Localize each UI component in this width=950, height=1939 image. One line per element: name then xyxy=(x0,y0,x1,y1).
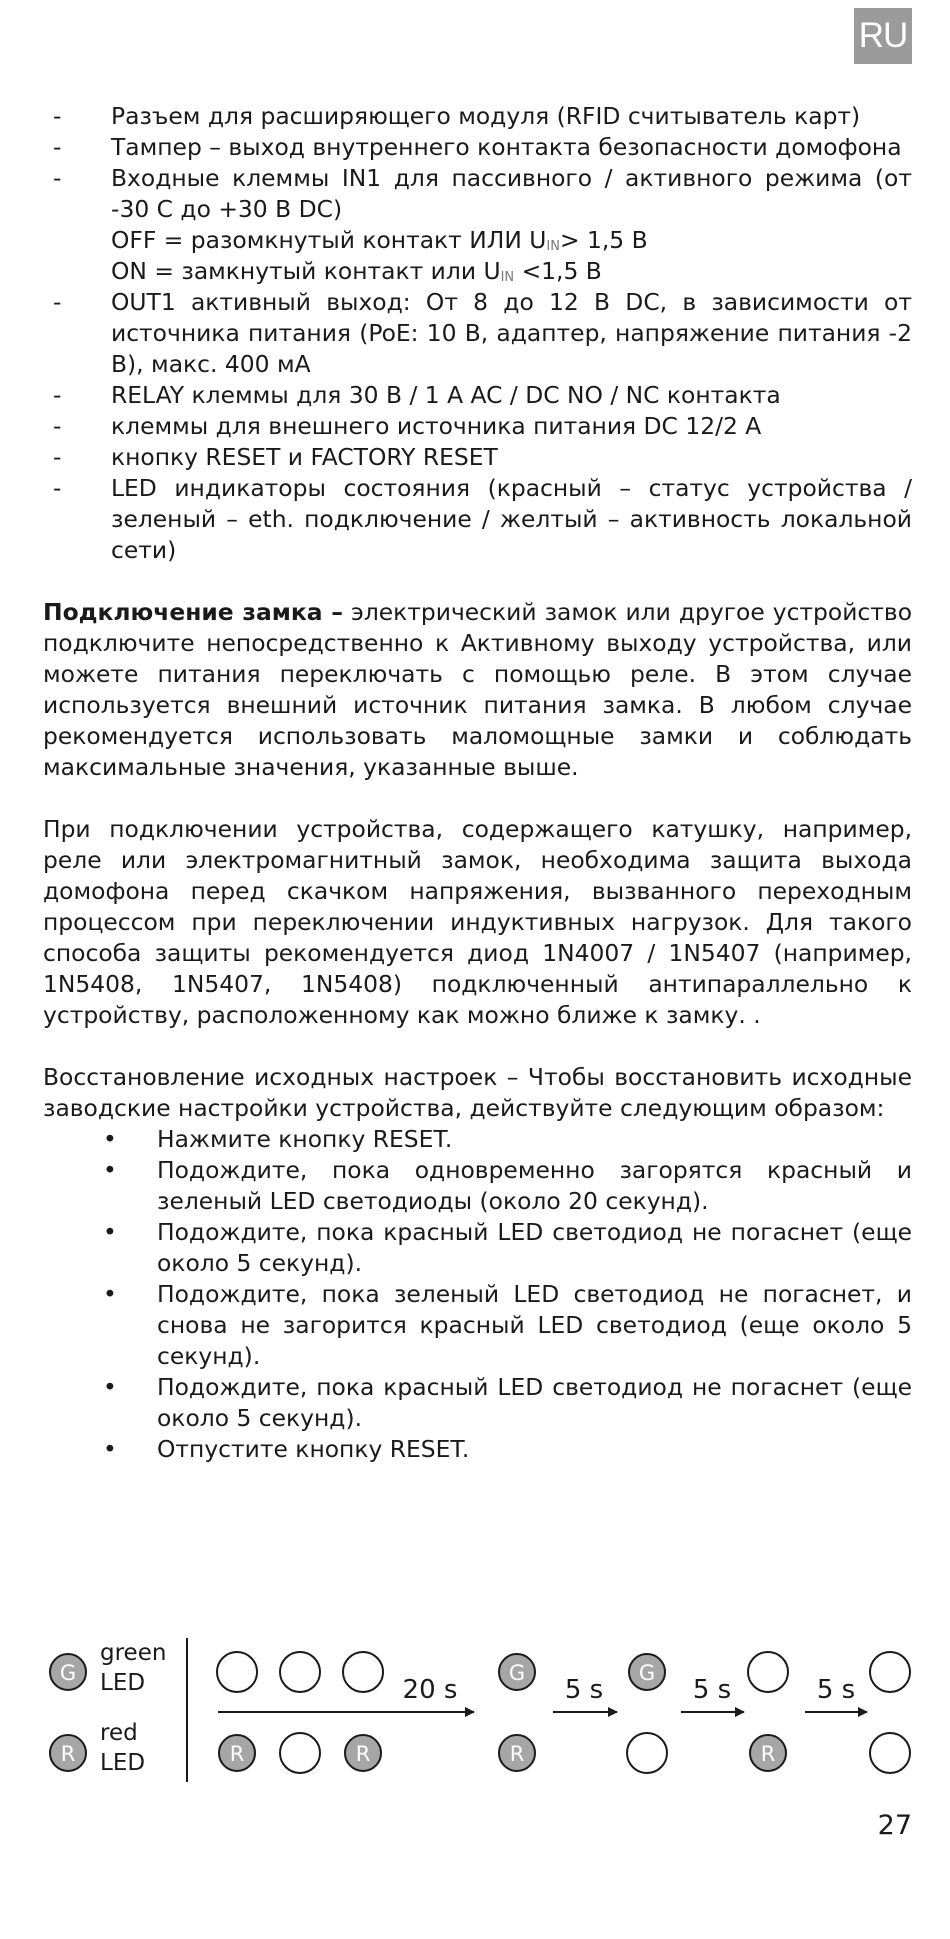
list-item: - RELAY клеммы для 30 В / 1 А AC / DC NO / NC контакта xyxy=(43,380,912,411)
restore-intro: Восстановление исходных настроек – Чтобы восстановить исходные заводские настройки устройства, действуйте следующим образом: xyxy=(43,1063,912,1122)
duration-label: 5 s xyxy=(816,1675,856,1705)
led-sequence-diagram xyxy=(0,1620,950,1800)
green-led-legend xyxy=(50,1640,166,1696)
feature-list xyxy=(43,101,912,566)
list-item: - Тампер – выход внутреннего контакта безопасности домофона xyxy=(43,132,912,163)
list-item: • Нажмите кнопку RESET. xyxy=(43,1124,912,1155)
page-number: 27 xyxy=(877,1810,912,1841)
green-label-line1: green xyxy=(100,1640,167,1666)
led-letter: R xyxy=(229,1742,245,1766)
led-letter: R xyxy=(60,1742,76,1766)
restore-steps xyxy=(43,1124,912,1465)
red-led-legend xyxy=(50,1720,145,1776)
list-item: - Разъем для расширяющего модуля (RFID считыватель карт) xyxy=(43,101,912,132)
duration-label: 5 s xyxy=(564,1675,604,1705)
protection-paragraph: При подключении устройства, содержащего катушку, например, реле или электромагнитный замок, необходима защита выхода домофона перед скачком напряжения, вызванного переходным процессом при переключении индуктивных нагрузок. Для такого способа защиты рекомендуется диод 1N4007 / 1N5407 (например, 1N5408, 1N5407, 1N5408) подключенный антипараллельно к устройству, расположенному как можно ближе к замку. . xyxy=(43,815,912,1029)
led-letter: R xyxy=(760,1742,776,1766)
list-item: • Подождите, пока красный LED светодиод не погаснет (еще около 5 секунд). xyxy=(43,1217,912,1279)
page-content xyxy=(43,101,912,1465)
list-item: - OUT1 активный выход: От 8 до 12 В DC, в зависимости от источника питания (PoE: 10 В, адаптер, напряжение питания -2 В), макс. 400 мА xyxy=(43,287,912,380)
led-letter: G xyxy=(638,1661,656,1685)
on-line: ON = замкнутый контакт или $U_{IN} <1,5$ В xyxy=(111,257,602,285)
duration-label: 20 s xyxy=(402,1675,458,1705)
red-label-line1: red xyxy=(100,1720,138,1746)
led-off-icon xyxy=(343,1652,383,1692)
list-item: • Подождите, пока одновременно загорятся красный и зеленый LED светодиоды (около 20 секунд). xyxy=(43,1155,912,1217)
off-line: OFF = разомкнутый контакт ИЛИ $U_{IN}> 1,5$ В xyxy=(111,226,648,254)
led-off-icon xyxy=(870,1652,910,1692)
led-off-icon xyxy=(870,1733,910,1773)
red-label-line2: LED xyxy=(100,1750,146,1776)
led-letter: R xyxy=(355,1742,371,1766)
led-off-icon xyxy=(217,1652,257,1692)
led-off-icon xyxy=(748,1652,788,1692)
language-badge: RU xyxy=(854,8,912,64)
list-item: - LED индикаторы состояния (красный – статус устройства / зеленый – eth. подключение / желтый – активность локальной сети) xyxy=(43,473,912,566)
list-item: • Подождите, пока зеленый LED светодиод не погаснет, и снова не загорится красный LED светодиод (еще около 5 секунд). xyxy=(43,1279,912,1372)
led-off-icon xyxy=(280,1652,320,1692)
list-item: - кнопку RESET и FACTORY RESET xyxy=(43,442,912,473)
led-letter: G xyxy=(508,1661,526,1685)
led-letter: G xyxy=(59,1661,77,1685)
lock-connection-paragraph: Подключение замка – электрический замок или другое устройство подключите непосредственно к Активному выходу устройства, или можете питания переключать с помощью реле. В этом случае используется внешний источник питания замка. В любом случае рекомендуется использовать маломощные замки и соблюдать максимальные значения, указанные выше. xyxy=(43,598,913,781)
list-item: • Подождите, пока красный LED светодиод не погаснет (еще около 5 секунд). xyxy=(43,1372,912,1434)
duration-label: 5 s xyxy=(692,1675,732,1705)
led-letter: R xyxy=(509,1742,525,1766)
led-off-icon xyxy=(280,1733,320,1773)
list-item: • Отпустите кнопку RESET. xyxy=(43,1434,912,1465)
led-off-icon xyxy=(627,1733,667,1773)
list-item: - клеммы для внешнего источника питания DC 12/2 A xyxy=(43,411,912,442)
list-item: - Входные клеммы IN1 для пассивного / активного режима (от -30 С до +30 В DC) OFF = разомкнутый контакт ИЛИ $U_{IN}> 1,5$ В ON = замкнутый контакт или $U_{IN} <1,5$ В xyxy=(43,163,912,287)
green-label-line2: LED xyxy=(100,1670,146,1696)
